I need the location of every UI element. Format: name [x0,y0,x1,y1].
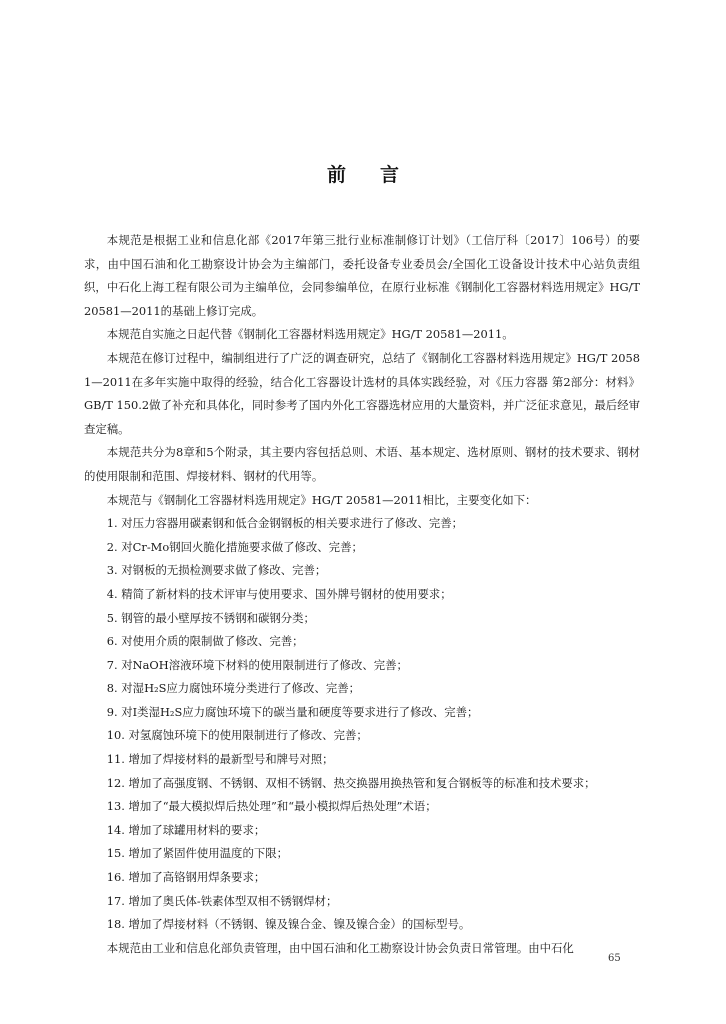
list-item: 16. 增加了高铬钢用焊条要求； [106,870,266,885]
list-item: 8. 对湿H₂S应力腐蚀环境分类进行了修改、完善； [106,681,361,696]
list-item: 3. 对钢板的无损检测要求做了修改、完善； [106,563,327,578]
structure-paragraph: 本规范共分为8章和5个附录，其主要内容包括总则、术语、基本规定、选材原则、钢材的技术要求、钢材的使用限制和范围、焊接材料、钢材的代用等。 [84,445,640,483]
document-body [84,229,640,960]
list-item: 17. 增加了奥氏体-铁素体型双相不锈钢焊材； [106,893,338,908]
closing-paragraph: 本规范由工业和信息化部负责管理，由中国石油和化工勘察设计协会负责日常管理。由中石化 [106,940,574,955]
list-item: 6. 对使用介质的限制做了修改、完善； [106,634,304,649]
replacement-paragraph: 本规范自实施之日起代替《钢制化工容器材料选用规定》HG/T 20581—2011。 [106,327,514,342]
intro-paragraph: 本规范是根据工业和信息化部《2017年第三批行业标准制修订计划》（工信厅科〔2017〕106号）的要求，由中国石油和化工勘察设计协会为主编部门，委托设备专业委员会/全国化工设备设计技术中心站负责组织，中石化上海工程有限公司为主编单位，会同参编单位，在原行业标准《钢制化工容器材料选用规定》HG/T 20581—2011的基础上修订完成。 [84,233,640,318]
list-item: 5. 钢管的最小壁厚按不锈钢和碳钢分类； [106,610,315,625]
revision-process-paragraph: 本规范在修订过程中，编制组进行了广泛的调查研究，总结了《钢制化工容器材料选用规定》HG/T 20581—2011在多年实施中取得的经验，结合化工容器设计选材的具体实践经验，对《压力容器 第2部分：材料》GB/T 150.2做了补充和具体化，同时参考了国内外化工容器选材应用的大量资料，并广泛征求意见，最后经审查定稿。 [84,350,640,436]
changes-list [84,512,640,937]
list-item: 9. 对Ⅰ类湿H₂S应力腐蚀环境下的碳当量和硬度等要求进行了修改、完善； [106,704,479,719]
list-item: 11. 增加了焊接材料的最新型号和牌号对照； [106,752,334,767]
list-item: 15. 增加了紧固件使用温度的下限； [106,846,289,861]
list-item: 12. 增加了高强度钢、不锈钢、双相不锈钢、热交换器用换热管和复合钢板等的标准和技术要求； [106,775,596,790]
list-item: 1. 对压力容器用碳素钢和低合金钢钢板的相关要求进行了修改、完善； [106,516,464,531]
list-item: 7. 对NaOH溶液环境下材料的使用限制进行了修改、完善； [106,657,408,672]
list-item: 18. 增加了焊接材料（不锈钢、镍及镍合金、镍及镍合金）的国标型号。 [106,917,471,932]
list-item: 4. 精简了新材料的技术评审与使用要求、国外牌号钢材的使用要求； [106,586,452,601]
list-item: 10. 对氢腐蚀环境下的使用限制进行了修改、完善； [106,728,368,743]
list-item: 2. 对Cr-Mo钢回火脆化措施要求做了修改、完善； [106,539,363,554]
list-item: 13. 增加了“最大模拟焊后热处理”和“最小模拟焊后热处理”术语； [106,799,437,814]
page-title: 前言 [326,164,433,186]
page-number: 65 [608,953,621,964]
list-item: 14. 增加了球罐用材料的要求； [106,822,266,837]
changes-intro-paragraph: 本规范与《钢制化工容器材料选用规定》HG/T 20581—2011相比，主要变化如下： [106,492,537,507]
